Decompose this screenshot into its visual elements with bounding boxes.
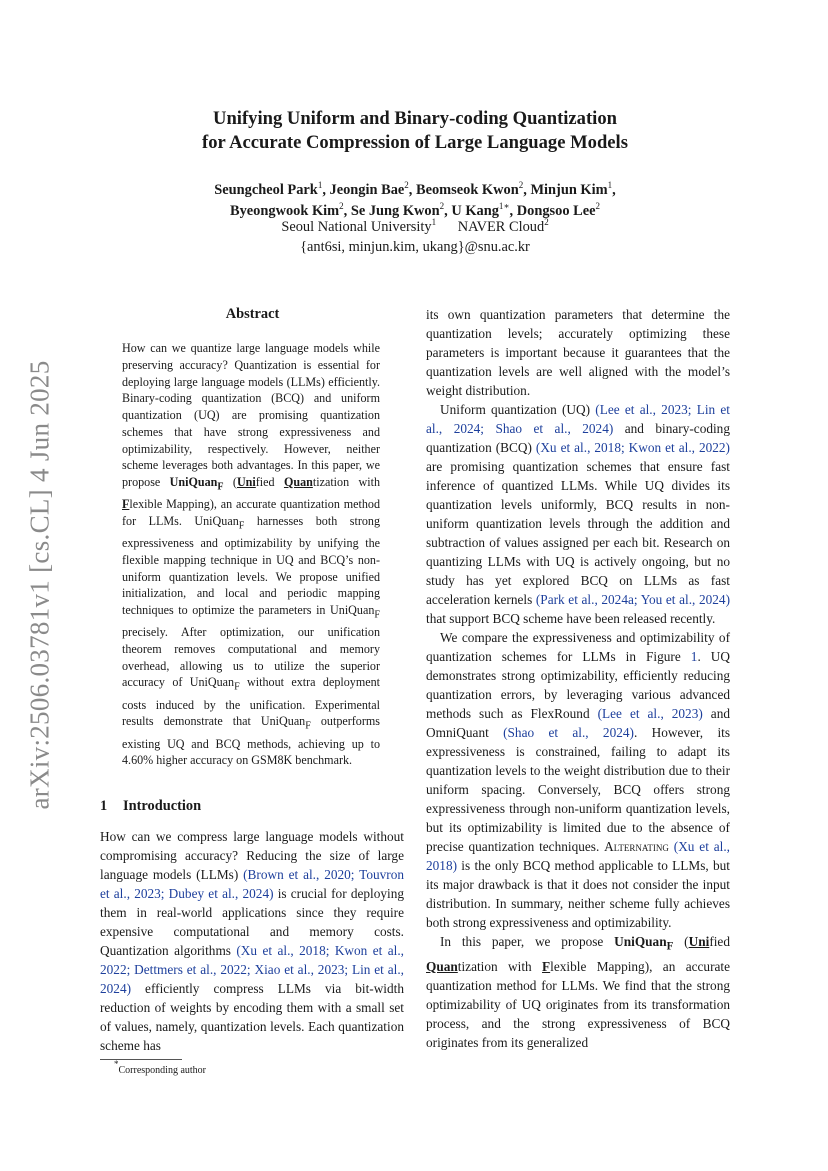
affiliation-snu: Seoul National University (281, 219, 432, 235)
body-column-right (426, 305, 730, 1052)
author-name: Seungcheol Park (214, 182, 318, 198)
abstract-text: tization with (312, 475, 380, 489)
affil-mark: 2 (518, 180, 524, 190)
method-subscript: F (217, 481, 224, 493)
introduction-column-left (100, 827, 404, 1055)
method-name-text: UniQuan (169, 475, 218, 489)
abstract-text: without extra deployment costs induced by the unification. Experimental results demonstrate that UniQuan (122, 675, 380, 729)
affil-mark: 2 (439, 201, 445, 211)
author-name: Se Jung Kwon (350, 203, 440, 219)
body-text: is crucial for deploying them in real-world applications since they require expensive computational and memory costs. Quantization algorithms (100, 886, 404, 958)
affil-mark: 1 (607, 180, 613, 190)
body-text: that support BCQ scheme have been released recently. (426, 611, 716, 626)
affil-mark: 1 (317, 180, 323, 190)
body-text: are promising quantization schemes that ensure fast inference of quantized LLMs. While UQ divides its quantization levels uniformly, BCQ results in non-uniform quantization levels through the addition and subtraction of values assigned per each bit. Research on quantizing LLMs with UQ is actively ongoing, but no study has yet explored BCQ on LLMs as fast acceleration kernels (426, 459, 730, 607)
affil-mark: 1∗ (498, 201, 510, 211)
method-name-smallcaps: Alternating (604, 839, 669, 854)
footnote (114, 1059, 206, 1077)
abstract-paragraph (122, 340, 380, 769)
affiliation-naver: NAVER Cloud (457, 219, 545, 235)
title-line: Unifying Uniform and Binary-coding Quantization (213, 108, 617, 129)
method-name-text: UniQuan (614, 934, 667, 949)
author-name: U Kang (451, 203, 499, 219)
abstract-text: fied (255, 475, 284, 489)
abstract-heading: Abstract (225, 306, 280, 322)
body-text: and OmniQuant (426, 706, 730, 740)
body-paragraph (426, 628, 730, 932)
method-name (169, 475, 224, 493)
author-name: Dongsoo Lee (516, 203, 596, 219)
body-text: How can we compress large language models without compromising accuracy? Reducing the size of large language models (LLMs) (100, 829, 404, 882)
arxiv-identifier-text: arXiv:2506.03781v1 [cs.CL] 4 Jun 2025 (24, 360, 55, 810)
body-text: fied (709, 934, 730, 949)
abstract-text: harnesses both strong expressiveness and optimizability by unifying the flexible mapping technique in UQ and BCQ’s non-uniform quantization levels. We propose unified initialization, and local and periodic mapping techniques to optimize the parameters in UniQuan (122, 513, 380, 618)
abstract-body (122, 340, 380, 769)
intro-paragraph (100, 827, 404, 1055)
body-text: Uniform quantization (UQ) (440, 402, 596, 417)
body-paragraph (426, 932, 730, 1052)
acronym-letters: F (122, 497, 130, 512)
citation-link[interactable]: (Brown et al., 2020; Touvron et al., 2023; Dubey et al., 2024) (100, 867, 404, 901)
abstract-text: lexible Mapping), an accurate quantization method for LLMs. UniQuan (122, 497, 380, 528)
affil-mark: 1 (431, 217, 437, 227)
body-paragraph: its own quantization parameters that determine the quantization levels; accurately optimizing these parameters is important because it guarantees that the quantization levels are well aligned with the model’s weight distribution. (426, 307, 730, 398)
section-title: Introduction (123, 798, 202, 814)
acronym-letters: Quan (426, 958, 458, 974)
body-text: In this paper, we propose (440, 934, 615, 949)
method-name (614, 934, 674, 953)
abstract-text: ( (223, 475, 237, 489)
method-subscript: F (374, 609, 380, 621)
method-subscript: F (666, 940, 674, 953)
section-number: 1 (100, 798, 108, 814)
citation-link[interactable]: (Xu et al., 2018) (426, 839, 730, 873)
body-text: We compare the expressiveness and optimizability of quantization schemes for LLMs in Figure (426, 630, 730, 664)
abstract-text: outperforms existing UQ and BCQ methods, achieving up to 4.60% higher accuracy on GSM8K benchmark. (122, 714, 380, 768)
abstract-text: How can we quantize large language models while preserving accuracy? Quantization is essential for deploying large language models (LLMs) efficiently. Binary-coding quantization (BCQ) and uniform quantization (UQ) are promising quantization schemes that have strong expressiveness and optimizability, respectively. However, neither scheme leverages both advantages. In this paper, we propose (122, 341, 380, 489)
citation-link[interactable]: (Shao et al., 2024) (503, 725, 634, 740)
affiliations (100, 217, 730, 237)
title-line: for Accurate Compression of Large Language Models (202, 132, 628, 153)
body-text: ( (673, 934, 689, 949)
citation-link[interactable]: (Park et al., 2024a; You et al., 2024) (535, 592, 731, 607)
affil-mark: 2 (544, 217, 549, 227)
body-text: . UQ demonstrates strong optimizability, efficiently reducing quantization errors, by leveraging various advanced methods such as FlexRound (426, 649, 730, 721)
contact-email: {ant6si, minjun.kim, ukang}@snu.ac.kr (300, 239, 530, 255)
body-text: and binary-coding quantization (BCQ) (426, 421, 730, 455)
author-name: Byeongwook Kim (230, 203, 340, 219)
citation-link[interactable]: (Xu et al., 2018; Kwon et al., 2022) (535, 440, 730, 455)
acronym-letters: Uni (236, 475, 256, 489)
footnote-rule (100, 1059, 182, 1060)
footnote-text: Corresponding author (118, 1065, 206, 1076)
body-text: is the only BCQ method applicable to LLMs, but its major drawback is that it does not consider the input distribution. In summary, neither scheme fully achieves both strong expressiveness and optimizability. (426, 858, 730, 930)
body-text: lexible Mapping), an accurate quantization method for LLMs. We find that the strong optimizability of UQ originates from its transformation process, and the strong expressiveness of BCQ originates from its generalized (426, 958, 730, 1050)
acronym-letters: F (542, 958, 551, 974)
citation-link[interactable]: (Lee et al., 2023; Lin et al., 2024; Shao et al., 2024) (426, 402, 730, 436)
method-subscript: F (234, 681, 240, 693)
paper-title (100, 107, 730, 155)
affil-mark: 2 (595, 201, 600, 211)
abstract-text: precisely. After optimization, our unification theorem removes computational and memory overhead, allowing us to utilize the superior accuracy of UniQuan (122, 625, 380, 690)
method-subscript: F (238, 520, 245, 532)
section-heading (100, 798, 201, 815)
author-name: Jeongin Bae (329, 182, 405, 198)
acronym-letters: Quan (283, 475, 313, 489)
author-name: Minjun Kim (530, 182, 608, 198)
body-text: efficiently compress LLMs via bit-width reduction of weights by encoding them with a small set of values, namely, quantization levels. Each quantization scheme has (100, 981, 404, 1053)
method-subscript: F (305, 720, 311, 732)
footnote-mark: * (114, 1059, 119, 1069)
affil-mark: 2 (404, 180, 409, 190)
body-text: tization with (457, 958, 543, 974)
body-text: . However, its expressiveness is constrained, failing to adapt its quantization levels to the weight distribution due to their uniform spacing. Conversely, BCQ offers strong expressiveness through non-uniform quantization levels, but its optimizability is limited due to the absence of precise quantization techniques. (426, 725, 731, 854)
affil-mark: 2 (339, 201, 344, 211)
body-paragraph (426, 400, 730, 628)
citation-link[interactable]: (Lee et al., 2023) (597, 706, 703, 721)
figure-reference-link[interactable]: 1 (690, 649, 698, 664)
author-list: Seungcheol Park$^1$, Jeongin Bae$^2$, Beomseok Kwon$^2$, Minjun Kim$^1$, Byeongwook Kim$^2$, Se Jung Kwon$^2$, U Kang$^{1∗}$, Dongsoo Lee$^2$ (214, 180, 616, 219)
author-name: Beomseok Kwon (415, 182, 519, 198)
citation-link[interactable]: (Xu et al., 2018; Kwon et al., 2022; Dettmers et al., 2022; Xiao et al., 2023; Lin et al., 2024) (100, 943, 404, 996)
acronym-letters: Uni (688, 934, 710, 949)
